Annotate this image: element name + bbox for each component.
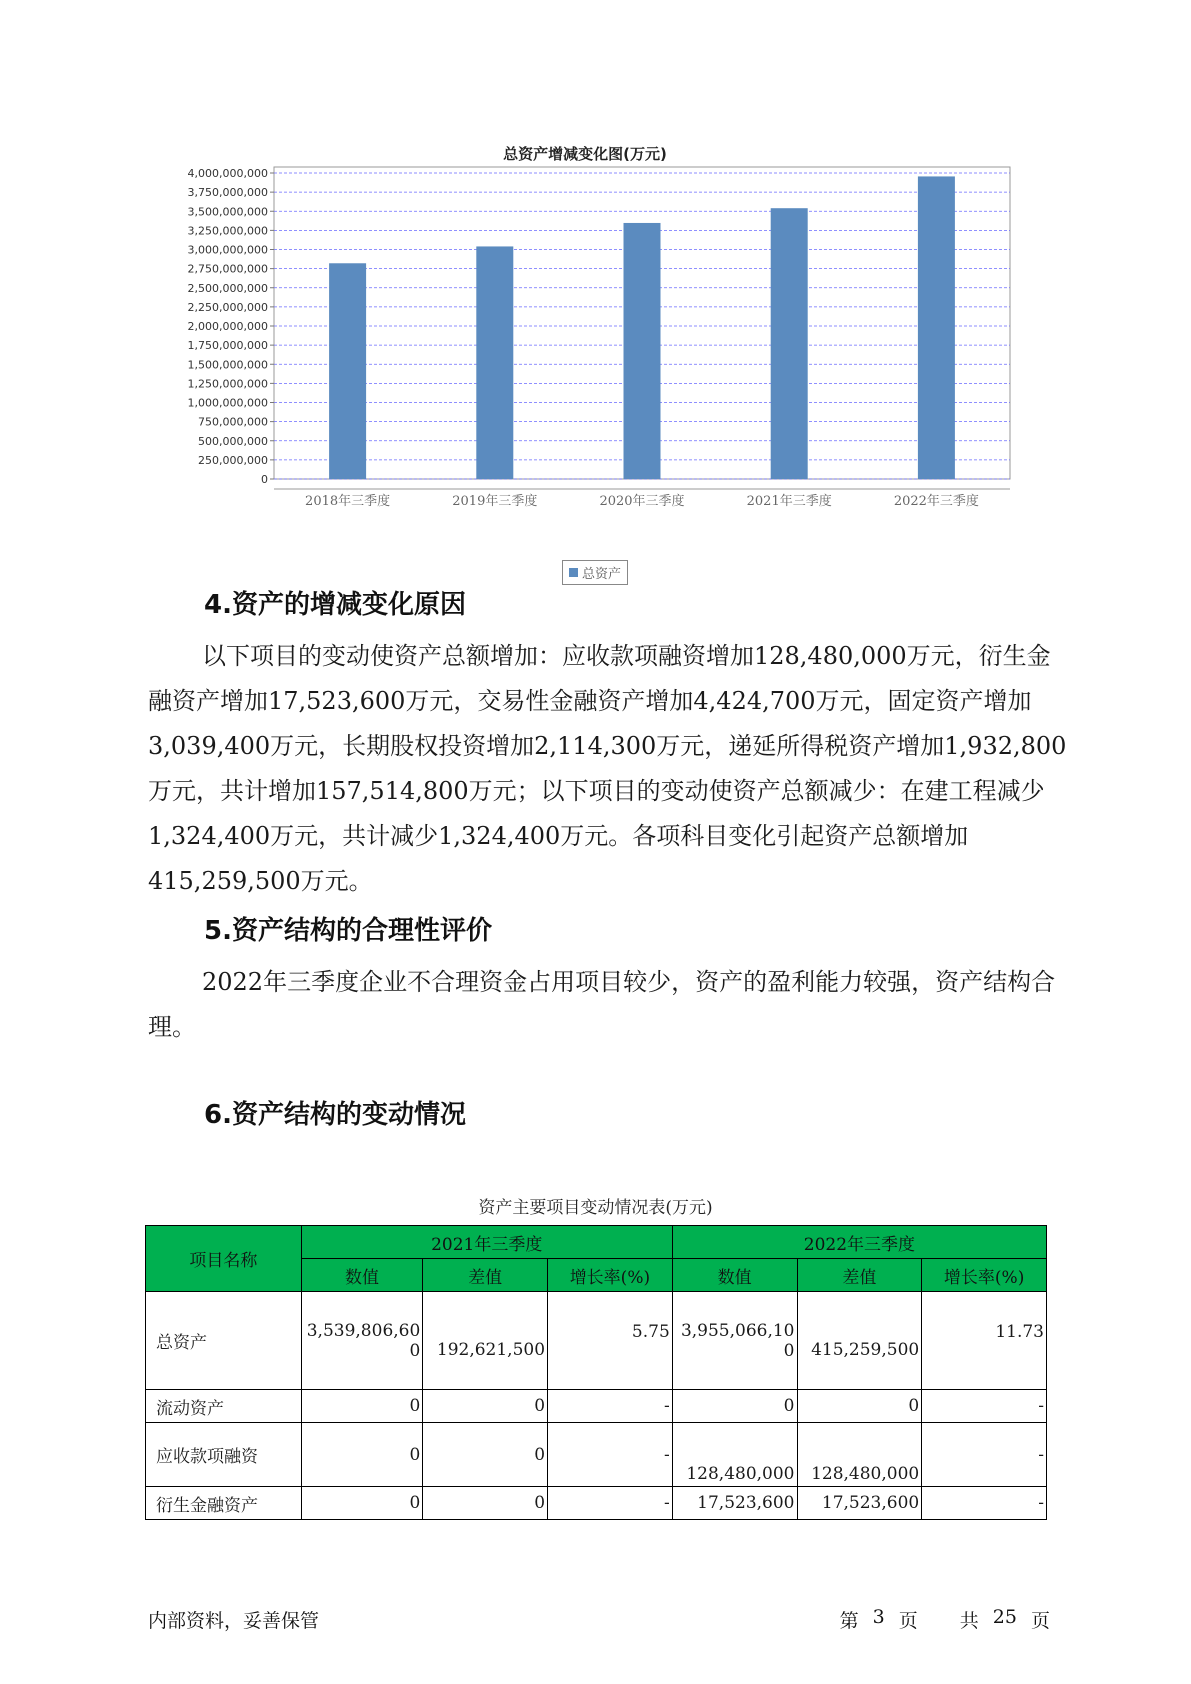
cell-diff: 415,259,500 <box>797 1292 922 1390</box>
table-row <box>146 1487 1047 1520</box>
header-diff: 差值 <box>423 1259 548 1292</box>
y-tick-label: 2,500,000,000 <box>187 281 268 295</box>
y-tick-label: 1,500,000,000 <box>187 358 268 372</box>
x-tick-label: 2022年三季度 <box>893 494 979 509</box>
y-tick-label: 1,250,000,000 <box>187 377 268 391</box>
y-tick-label: 2,000,000,000 <box>187 320 268 333</box>
y-tick-label: 4,000,000,000 <box>187 167 268 180</box>
table-row <box>146 1423 1047 1487</box>
section-6-heading: 6.资产结构的变动情况 <box>204 1100 466 1130</box>
cell-value: 3,955,066,100 <box>672 1292 797 1390</box>
section-5-paragraph <box>148 960 1068 1050</box>
cell-value: 0 <box>301 1487 423 1520</box>
table-title: 资产主要项目变动情况表(万元) <box>478 1198 713 1218</box>
row-name: 应收款项融资 <box>146 1423 302 1487</box>
cell-value: 0 <box>672 1390 797 1423</box>
cell-diff: 192,621,500 <box>423 1292 548 1390</box>
cell-growth: 5.75 <box>548 1292 673 1390</box>
asset-chart <box>150 135 1020 595</box>
x-tick-label: 2018年三季度 <box>305 494 391 509</box>
legend-label: 总资产 <box>582 567 622 582</box>
section-4-paragraph <box>148 634 1068 904</box>
header-value: 数值 <box>301 1259 423 1292</box>
header-growth: 增长率(%) <box>922 1259 1047 1292</box>
table-row <box>146 1390 1047 1423</box>
y-tick-label: 250,000,000 <box>198 453 268 467</box>
cell-diff: 0 <box>423 1390 548 1423</box>
header-value: 数值 <box>672 1259 797 1292</box>
section-5-text: 2022年三季度企业不合理资金占用项目较少，资产的盈利能力较强，资产结构合理。 <box>148 968 1056 1041</box>
y-tick-label: 500,000,000 <box>198 434 268 448</box>
header-diff: 差值 <box>797 1259 922 1292</box>
y-tick-label: 2,750,000,000 <box>187 262 268 276</box>
cell-growth: - <box>548 1487 673 1520</box>
chart-title: 总资产增减变化图(万元) <box>503 145 667 163</box>
bar <box>624 223 661 479</box>
row-name: 总资产 <box>146 1292 302 1390</box>
total-prefix: 共 <box>959 1610 979 1632</box>
y-tick-label: 1,000,000,000 <box>187 396 268 410</box>
y-tick-label: 3,000,000,000 <box>187 243 268 257</box>
x-tick-label: 2020年三季度 <box>599 494 685 509</box>
y-tick-label: 0 <box>261 473 268 486</box>
cell-diff: 0 <box>797 1390 922 1423</box>
header-period-2021: 2021年三季度 <box>301 1226 672 1259</box>
cell-growth: - <box>548 1390 673 1423</box>
chart-plot <box>150 135 1020 555</box>
bar <box>918 176 955 479</box>
footer-confidential: 内部资料，妥善保管 <box>148 1610 320 1632</box>
cell-diff: 128,480,000 <box>797 1423 922 1487</box>
header-period-2022: 2022年三季度 <box>672 1226 1046 1259</box>
cell-growth: 11.73 <box>922 1292 1047 1390</box>
y-tick-label: 3,250,000,000 <box>187 224 268 238</box>
page-total: 25 <box>992 1606 1017 1628</box>
cell-diff: 17,523,600 <box>797 1487 922 1520</box>
cell-value: 0 <box>301 1390 423 1423</box>
cell-value: 128,480,000 <box>672 1423 797 1487</box>
chart-legend <box>562 560 628 585</box>
table-row <box>146 1292 1047 1390</box>
legend-swatch <box>569 568 578 577</box>
x-tick-label: 2019年三季度 <box>452 494 538 509</box>
cell-value: 0 <box>301 1423 423 1487</box>
section-4-heading: 4.资产的增减变化原因 <box>204 590 466 620</box>
total-unit: 页 <box>1030 1610 1050 1632</box>
y-tick-label: 3,750,000,000 <box>187 186 268 200</box>
bar <box>771 208 808 479</box>
bar <box>476 246 513 479</box>
y-tick-label: 2,250,000,000 <box>187 300 268 314</box>
page-number <box>840 1606 1050 1633</box>
cell-value: 3,539,806,600 <box>301 1292 423 1390</box>
x-tick-label: 2021年三季度 <box>746 494 832 509</box>
y-tick-label: 750,000,000 <box>198 415 268 429</box>
section-5-heading: 5.资产结构的合理性评价 <box>204 916 492 946</box>
asset-change-table <box>145 1225 1047 1520</box>
cell-growth: - <box>922 1423 1047 1487</box>
y-tick-label: 1,750,000,000 <box>187 339 268 353</box>
page-unit: 页 <box>898 1610 918 1632</box>
row-name: 流动资产 <box>146 1390 302 1423</box>
page-prefix: 第 <box>839 1610 859 1632</box>
cell-growth: - <box>548 1423 673 1487</box>
row-name: 衍生金融资产 <box>146 1487 302 1520</box>
cell-value: 17,523,600 <box>672 1487 797 1520</box>
cell-diff: 0 <box>423 1423 548 1487</box>
cell-diff: 0 <box>423 1487 548 1520</box>
cell-growth: - <box>922 1487 1047 1520</box>
section-4-text: 以下项目的变动使资产总额增加：应收款项融资增加128,480,000万元，衍生金融资产增加17,523,600万元，交易性金融资产增加4,424,700万元，固定资产增加3,039,400万元，长期股权投资增加2,114,300万元，递延所得税资产增加1,932,800万元，共计增加157,514,800万元；以下项目的变动使资产总额减少：在建工程减少1,324,400万元，共计减少1,324,400万元。各项科目变化引起资产总额增加415,259,500万元。 <box>148 642 1067 895</box>
page-current: 3 <box>872 1606 885 1628</box>
bar <box>329 263 366 479</box>
y-tick-label: 3,500,000,000 <box>187 205 268 219</box>
header-growth: 增长率(%) <box>548 1259 673 1292</box>
header-item-name: 项目名称 <box>146 1226 302 1292</box>
cell-growth: - <box>922 1390 1047 1423</box>
